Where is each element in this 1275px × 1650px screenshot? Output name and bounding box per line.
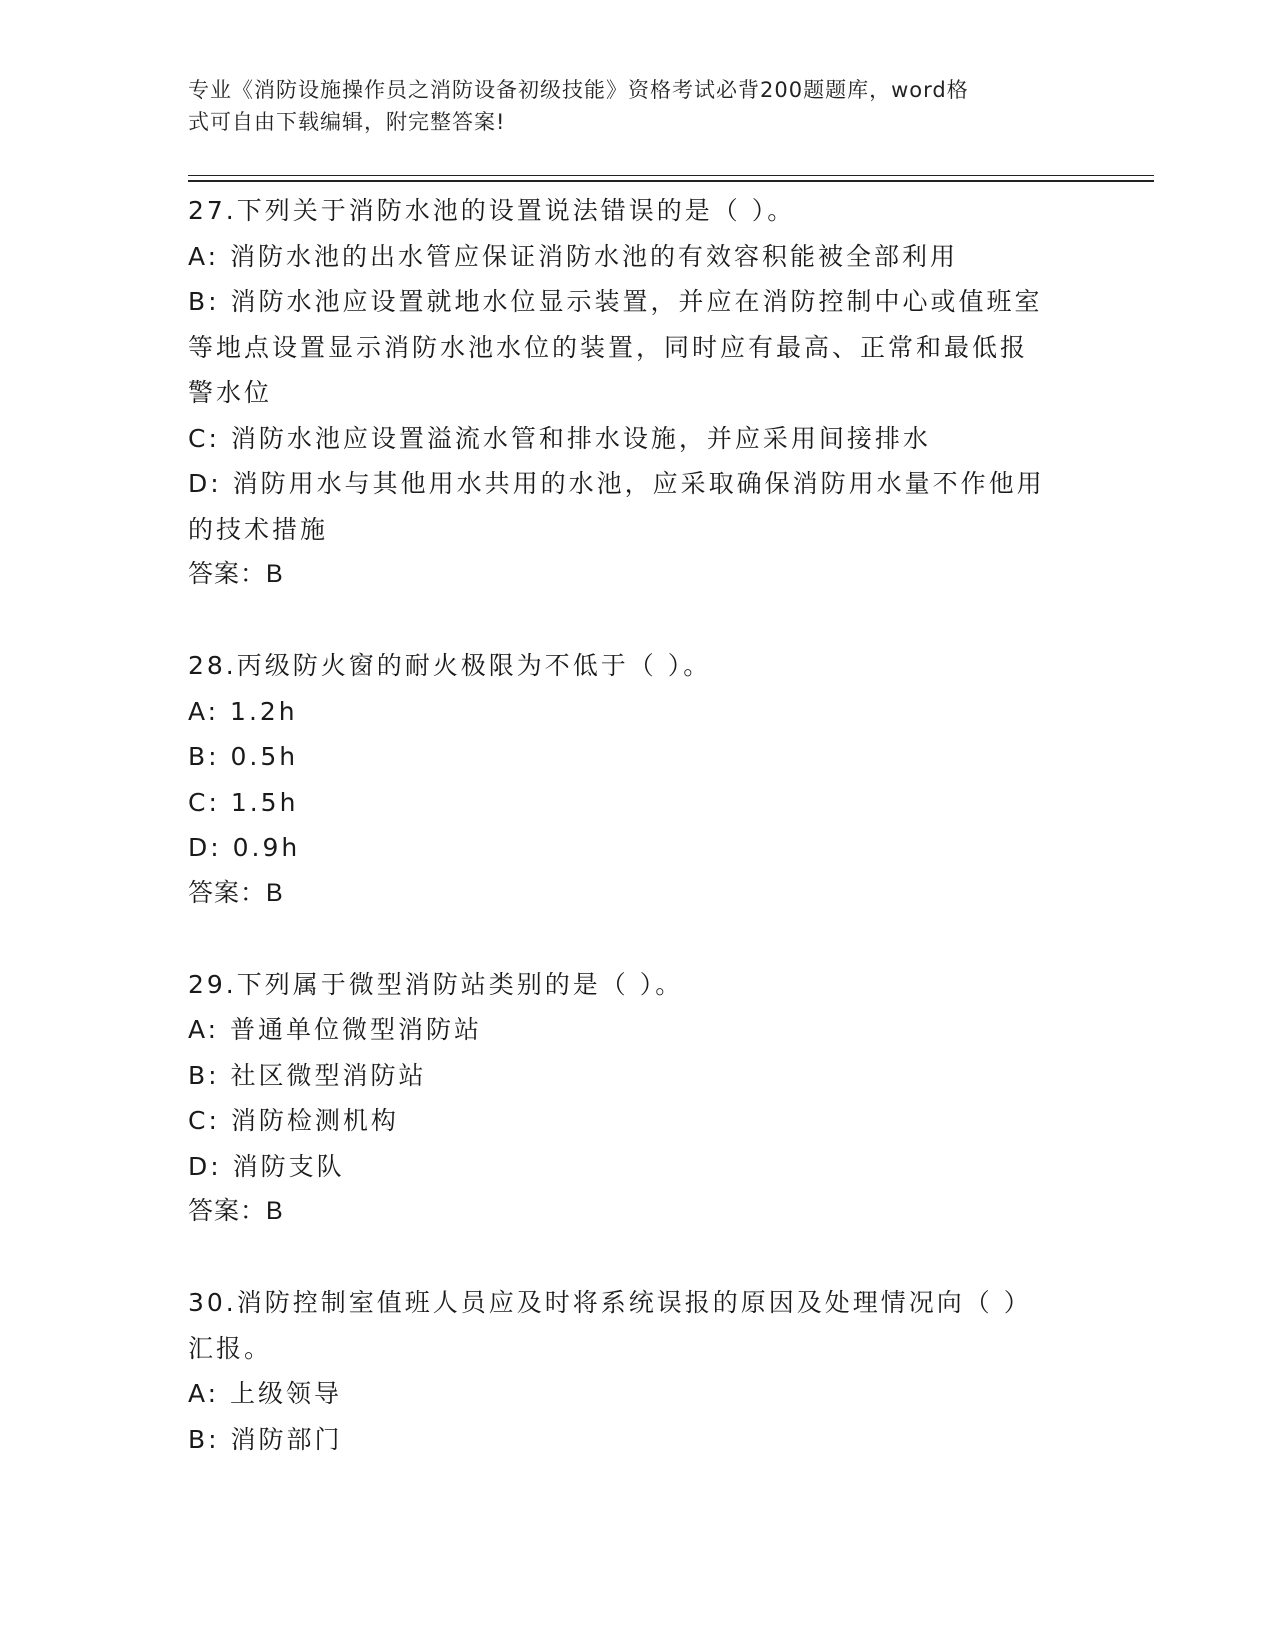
- answer-key: 答案：B: [188, 560, 284, 588]
- answer-option: A: 消防水池的出水管应保证消防水池的有效容积能被全部利用: [188, 241, 959, 271]
- answer-key: 答案：B: [188, 878, 284, 907]
- question-stem: 28.丙级防火窗的耐火极限为不低于（ ）。: [188, 651, 712, 680]
- question-stem: 汇报。: [188, 1333, 273, 1363]
- question-gap: [188, 1235, 1088, 1281]
- answer-option: B: 消防部门: [188, 1424, 343, 1454]
- header-divider-thick: [188, 180, 1154, 182]
- answer-option: 的技术措施: [188, 514, 329, 544]
- document-header: [188, 74, 1068, 138]
- header-divider-thin: [188, 175, 1154, 176]
- answer-option: A: 上级领导: [188, 1379, 343, 1408]
- answer-option: C: 消防水池应设置溢流水管和排水设施，并应采用间接排水: [188, 423, 931, 453]
- answer-option: B: 0.5h: [188, 742, 299, 771]
- question-stem: 30.消防控制室值班人员应及时将系统误报的原因及处理情况向（ ）: [188, 1288, 1032, 1317]
- answer-option: 等地点设置显示消防水池水位的装置，同时应有最高、正常和最低报: [188, 332, 1029, 362]
- question-stem: 27.下列关于消防水池的设置说法错误的是（ ）。: [188, 196, 796, 225]
- answer-option: D: 消防用水与其他用水共用的水池，应采取确保消防用水量不作他用: [188, 469, 1045, 498]
- answer-option: 警水位: [188, 378, 273, 407]
- answer-option: C: 消防检测机构: [188, 1106, 399, 1135]
- question-block: [188, 188, 1088, 598]
- answer-option: C: 1.5h: [188, 787, 299, 817]
- question-block: [188, 1280, 1088, 1462]
- answer-option: B: 社区微型消防站: [188, 1060, 427, 1090]
- question-list: [188, 188, 1088, 1462]
- answer-option: A: 1.2h: [188, 696, 298, 726]
- answer-option: D: 0.9h: [188, 833, 301, 862]
- answer-option: B: 消防水池应设置就地水位显示装置，并应在消防控制中心或值班室: [188, 287, 1043, 316]
- header-line-2: 式可自由下载编辑，附完整答案!: [188, 110, 506, 134]
- question-gap: [188, 598, 1088, 644]
- question-gap: [188, 916, 1088, 962]
- answer-key: 答案：B: [188, 1197, 284, 1225]
- question-block: [188, 643, 1088, 916]
- answer-option: D: 消防支队: [188, 1151, 345, 1181]
- question-block: [188, 962, 1088, 1235]
- answer-option: A: 普通单位微型消防站: [188, 1015, 483, 1044]
- header-line-1: 专业《消防设施操作员之消防设备初级技能》资格考试必背200题题库，word格: [188, 78, 969, 102]
- question-stem: 29.下列属于微型消防站类别的是（ ）。: [188, 969, 684, 999]
